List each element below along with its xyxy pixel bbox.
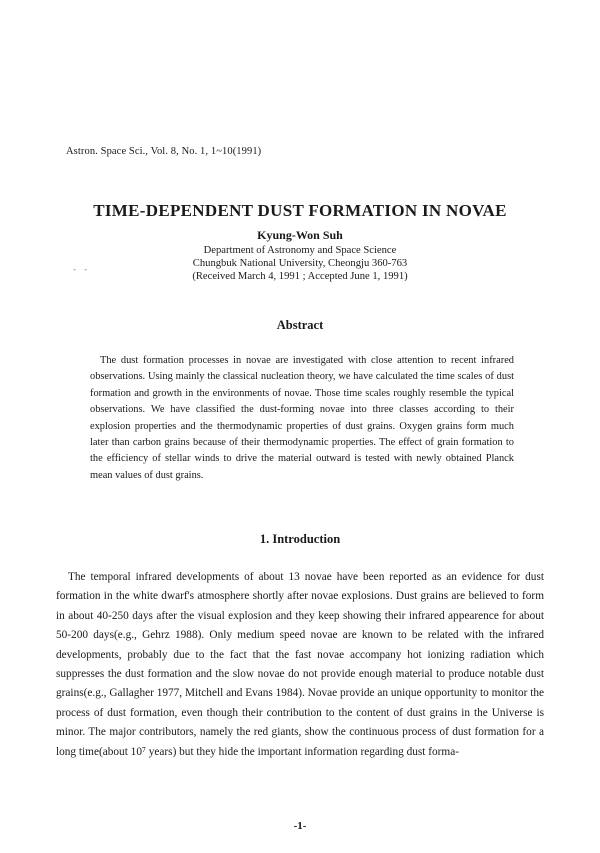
page-number: -1- xyxy=(293,820,307,832)
author-university: Chungbuk National University, Cheongju 360-763 xyxy=(192,258,408,269)
abstract-heading: Abstract xyxy=(276,318,324,332)
author-department: Department of Astronomy and Space Science xyxy=(203,245,397,256)
abstract-paragraph: The dust formation processes in novae are investigated with close attention to recent infrared observations. Using mainly the classical nucleation theory, we have calculated the time scales of dust formation and growth in the environments of novae. Those time scales roughly resemble the typical observations. We have classified the dust-forming novae into three classes according to their explosion properties and the thermodynamic properties of dust grains. Oxygen grains form much later than carbon grains because of their thermodynamic properties. The effect of grain formation to the efficiency of stellar winds to drive the material outward is tested with newly obtained Planck mean values of dust grains. xyxy=(90,355,514,481)
author-name: Kyung-Won Suh xyxy=(257,228,343,242)
introduction-body xyxy=(56,568,544,762)
author-block xyxy=(140,229,460,283)
abstract-body xyxy=(90,353,514,484)
journal-reference: Astron. Space Sci., Vol. 8, No. 1, 1~10(1991) xyxy=(66,146,262,157)
introduction-paragraph: The temporal infrared developments of about 13 novae have been reported as an evidence for dust formation in the white dwarf's atmosphere shortly after novae explosions. Dust grains are believed to form in about 40-250 days after the visual explosion and they keep showing their infrared appearence for about 50-200 days(e.g., Gehrz 1988). Only medium speed novae are known to be related with the infrared developments, probably due to the fact that the fast novae accompany hot ionizing radiation which suppresses the dust formation and the slow novae do not provide enough material to produce notable dust grains(e.g., Gallagher 1977, Mitchell and Evans 1984). Novae provide an unique opportunity to monitor the process of dust formation, even though their contribution to the content of dust grains in the Universe is minor. The major contributors, namely the red giants, show the continuous process of dust formation for a long time(about 10⁷ years) but they hide the important information regarding dust forma- xyxy=(56,571,544,758)
introduction-heading: 1. Introduction xyxy=(259,532,341,546)
paper-title: TIME-DEPENDENT DUST FORMATION IN NOVAE xyxy=(93,201,507,220)
stray-mark: - - xyxy=(73,264,91,274)
received-accepted-dates: (Received March 4, 1991 ; Accepted June 1, 1991) xyxy=(192,271,408,282)
